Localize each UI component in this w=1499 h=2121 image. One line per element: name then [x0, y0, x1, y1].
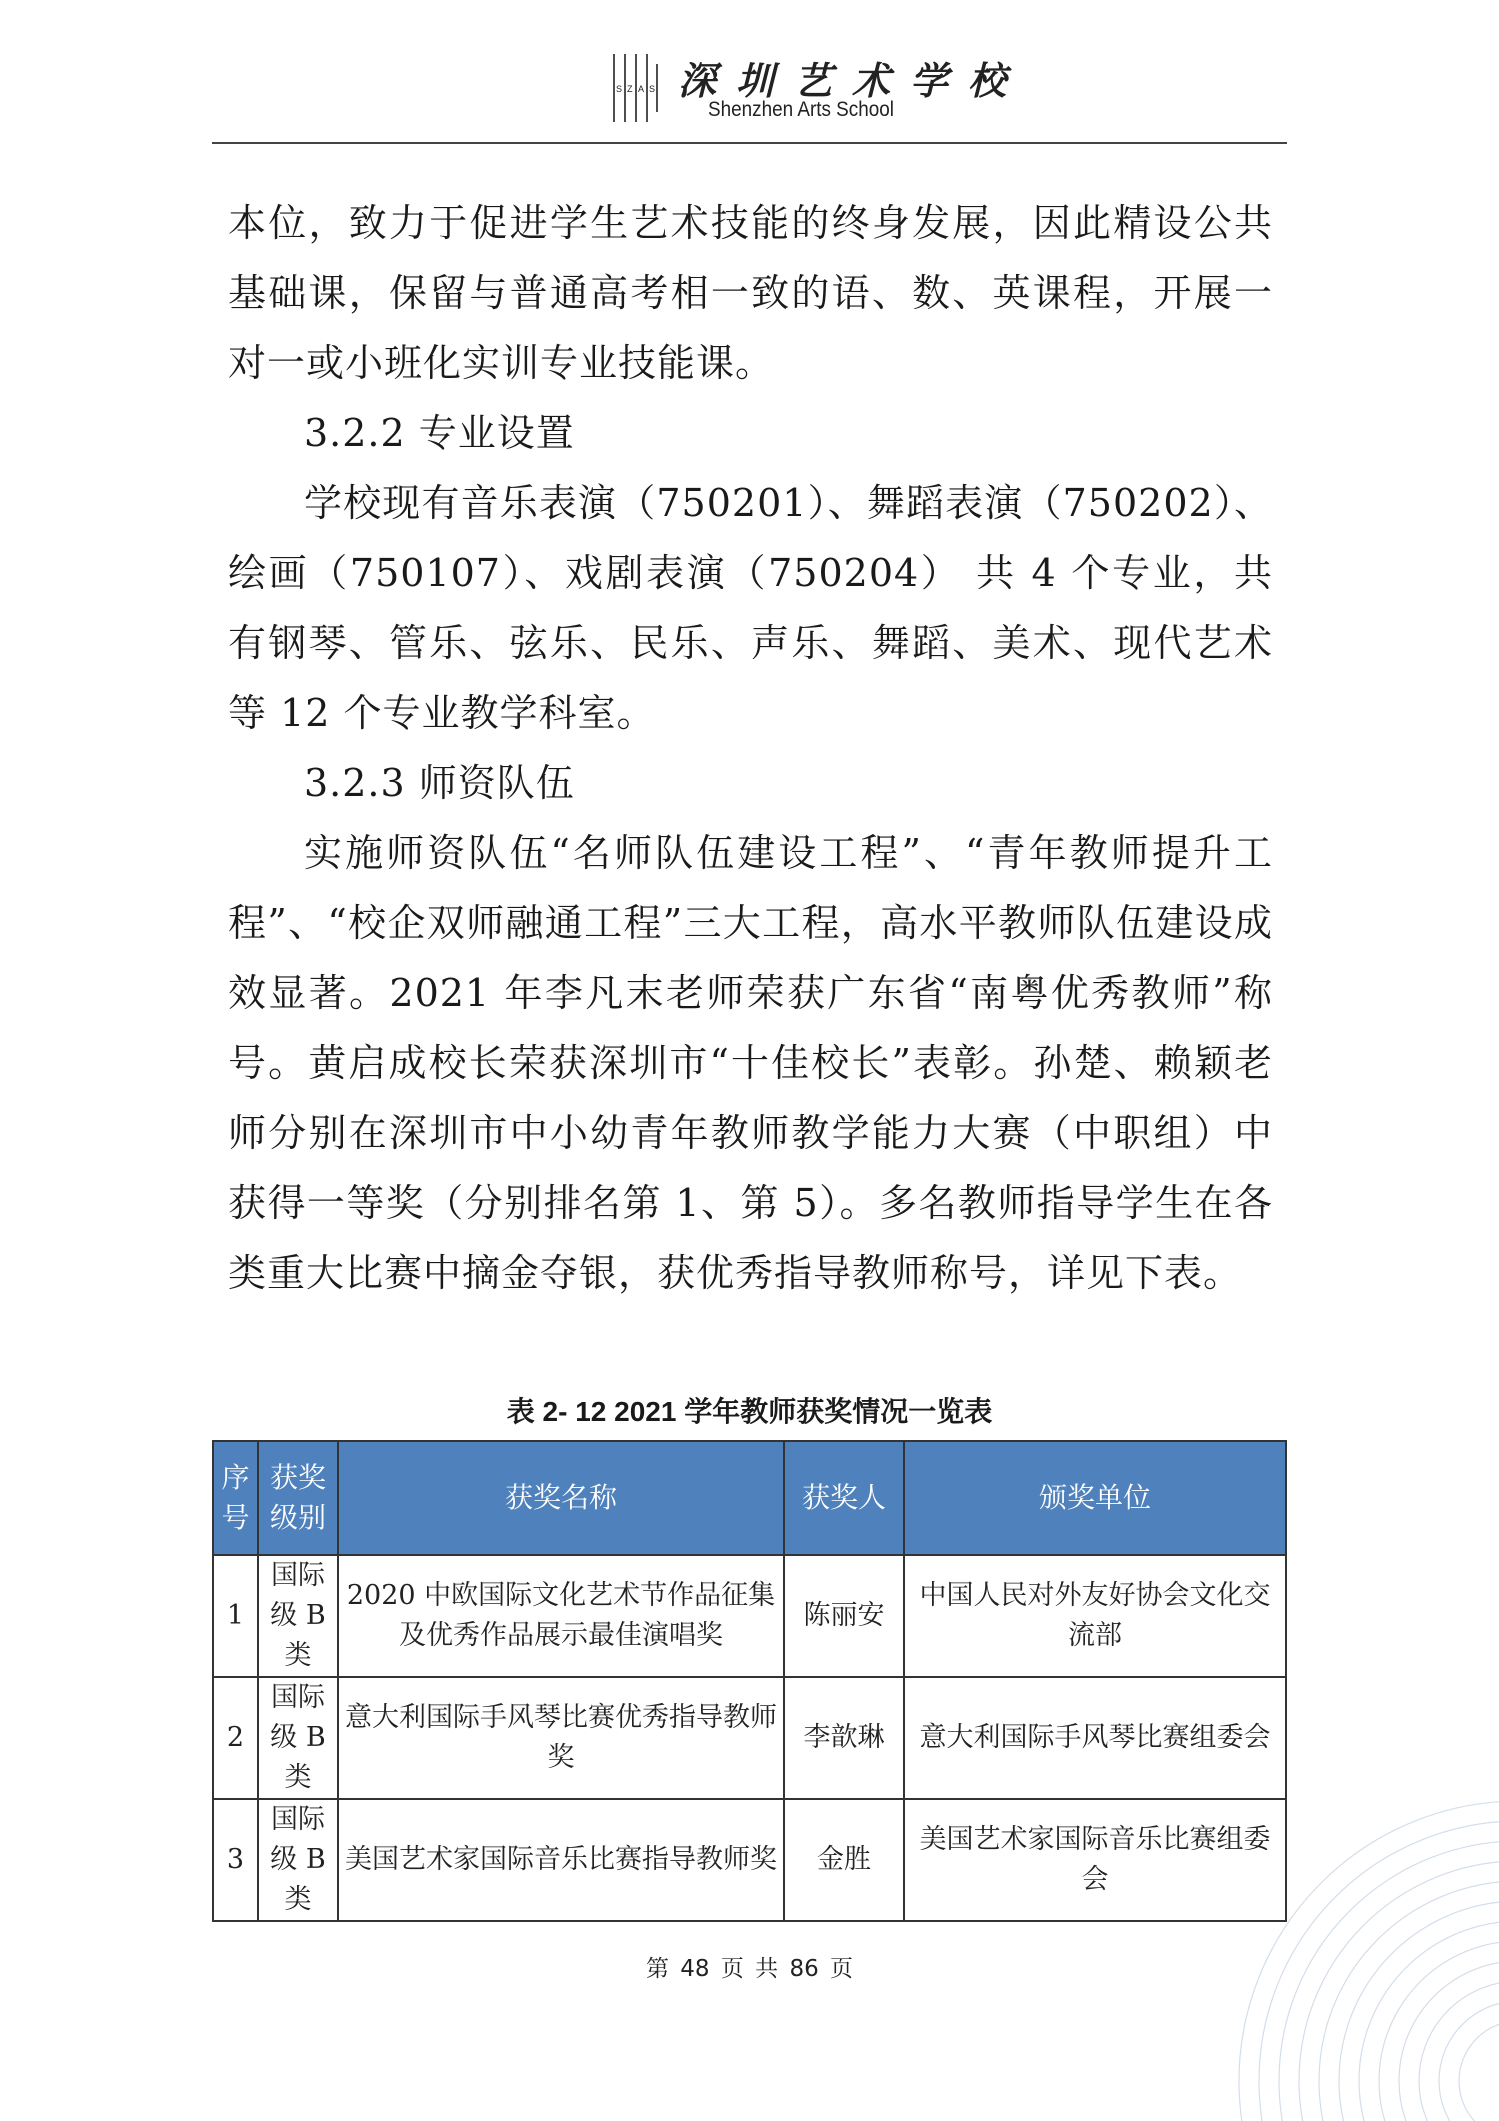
- cell-org: 美国艺术家国际音乐比赛组委会: [904, 1799, 1286, 1921]
- cell-award: 意大利国际手风琴比赛优秀指导教师奖: [338, 1677, 784, 1799]
- cell-no: 1: [213, 1555, 258, 1677]
- school-name-chinese: 深圳艺术学校: [678, 58, 1027, 103]
- cell-org: 中国人民对外友好协会文化交流部: [904, 1555, 1286, 1677]
- cell-winner: 金胜: [784, 1799, 904, 1921]
- table-row: [213, 1799, 1286, 1921]
- cell-no: 2: [213, 1677, 258, 1799]
- paragraph-majors: 学校现有音乐表演（750201）、舞蹈表演（750202）、绘画（750107）、戏剧表演（750204） 共 4 个专业，共有钢琴、管乐、弦乐、民乐、声乐、舞蹈、美术、现代艺术等 12 个专业教学科室。: [228, 481, 1273, 735]
- cell-org: 意大利国际手风琴比赛组委会: [904, 1677, 1286, 1799]
- table-header-row: [213, 1441, 1286, 1555]
- cell-award: 2020 中欧国际文化艺术节作品征集及优秀作品展示最佳演唱奖: [338, 1555, 784, 1677]
- paragraph-faculty: 实施师资队伍“名师队伍建设工程”、“青年教师提升工程”、“校企双师融通工程”三大工程，高水平教师队伍建设成效显著。2021 年李凡末老师荣获广东省“南粤优秀教师”称号。黄启成校长荣获深圳市“十佳校长”表彰。孙楚、赖颖老师分别在深圳市中小幼青年教师教学能力大赛（中职组）中获得一等奖（分别排名第 1、第 5）。多名教师指导学生在各类重大比赛中摘金夺银，获优秀指导教师称号，详见下表。: [228, 831, 1273, 1295]
- school-logo-icon: [610, 52, 660, 124]
- section-heading-faculty: 3.2.3 师资队伍: [304, 761, 575, 805]
- section-heading-majors: 3.2.2 专业设置: [304, 411, 575, 455]
- header-divider: [212, 142, 1287, 144]
- table-row: [213, 1677, 1286, 1799]
- cell-level: 国际级 B 类: [258, 1555, 338, 1677]
- cell-award: 美国艺术家国际音乐比赛指导教师奖: [338, 1799, 784, 1921]
- body-text: [228, 188, 1273, 1308]
- column-header-award: 获奖名称: [338, 1441, 784, 1555]
- column-header-winner: 获奖人: [784, 1441, 904, 1555]
- cell-winner: 陈丽安: [784, 1555, 904, 1677]
- cell-level: 国际级 B 类: [258, 1799, 338, 1921]
- cell-winner: 李歆琳: [784, 1677, 904, 1799]
- logo-letter-z: Z: [627, 84, 633, 94]
- cell-level: 国际级 B 类: [258, 1677, 338, 1799]
- page-header: [0, 40, 1499, 130]
- paragraph-curriculum: 本位，致力于促进学生艺术技能的终身发展，因此精设公共基础课，保留与普通高考相一致的语、数、英课程，开展一对一或小班化实训专业技能课。: [228, 201, 1273, 385]
- table-row: [213, 1555, 1286, 1677]
- column-header-org: 颁奖单位: [904, 1441, 1286, 1555]
- page-number: 第 48 页 共 86 页: [645, 1956, 854, 1982]
- logo-letter-a: A: [638, 84, 645, 94]
- table-caption: 表 2- 12 2021 学年教师获奖情况一览表: [506, 1396, 993, 1427]
- school-name-english: Shenzhen Arts School: [708, 98, 894, 121]
- cell-no: 3: [213, 1799, 258, 1921]
- decorative-swirl-icon: [1199, 1641, 1499, 2121]
- logo-letter-s1: S: [616, 84, 623, 94]
- column-header-level: 获奖级别: [258, 1441, 338, 1555]
- logo-letter-s2: S: [649, 84, 656, 94]
- column-header-no: 序号: [213, 1441, 258, 1555]
- awards-table: [212, 1440, 1287, 1922]
